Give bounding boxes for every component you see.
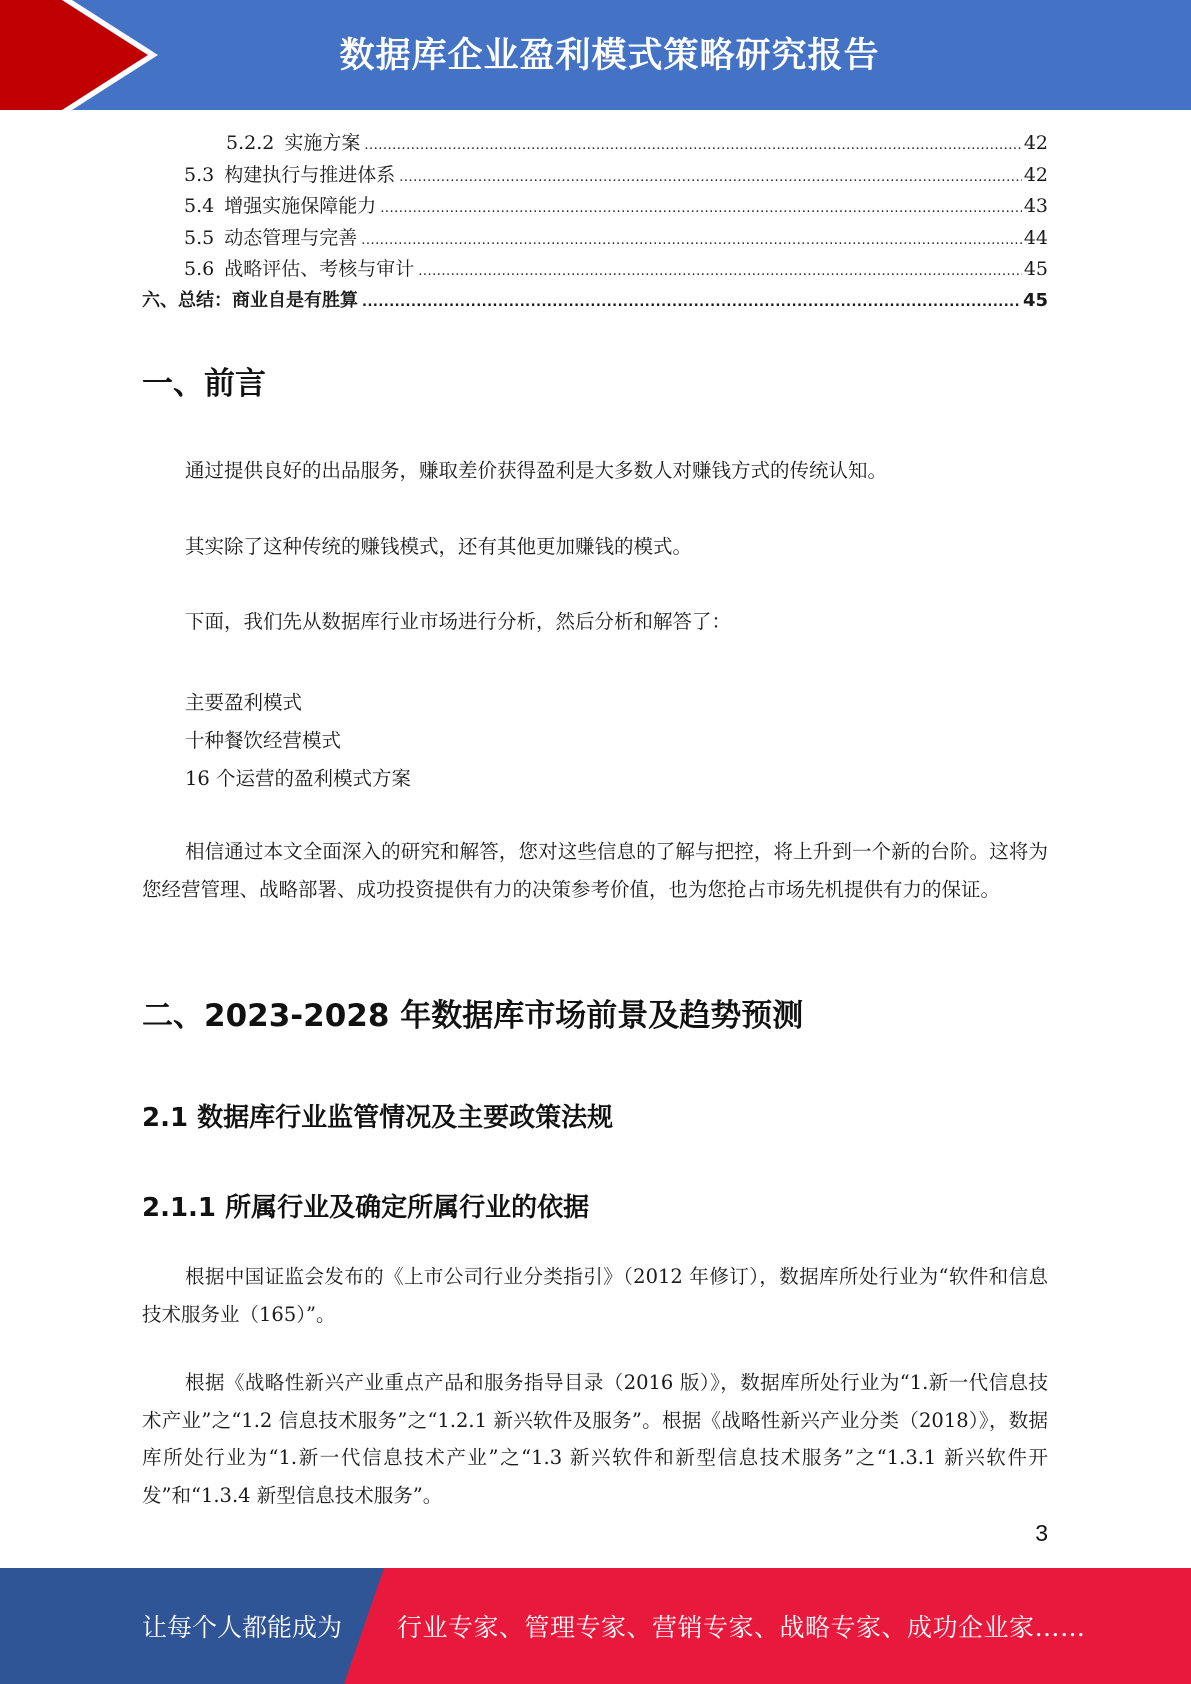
toc-page: 43	[1023, 195, 1048, 217]
toc-page: 45	[1023, 258, 1048, 280]
toc-label: 增强实施保障能力	[224, 195, 377, 217]
toc-label: 实施方案	[284, 132, 361, 154]
toc-label: 构建执行与推进体系	[224, 163, 396, 186]
toc-leader-dots	[380, 201, 1022, 216]
paragraph: 其实除了这种传统的赚钱模式，还有其他更加赚钱的模式。	[185, 535, 693, 558]
subsection-heading: 2.1.1 所属行业及确定所属行业的依据	[142, 1193, 590, 1223]
toc-number: 5.3	[184, 163, 215, 186]
toc-number: 5.5	[184, 226, 215, 249]
toc-page: 44	[1023, 226, 1048, 249]
toc-leader-dots	[361, 233, 1022, 248]
toc-entry[interactable]	[142, 286, 1048, 318]
report-title: 数据库企业盈利模式策略研究报告	[339, 36, 880, 76]
list-item: 16 个运营的盈利模式方案	[185, 767, 412, 790]
table-of-contents	[142, 128, 1048, 317]
toc-label: 六、总结：商业自是有胜算	[142, 289, 358, 311]
toc-entry[interactable]	[142, 160, 1048, 192]
section-heading: 二、2023-2028 年数据库市场前景及趋势预测	[142, 998, 804, 1034]
paragraph: 通过提供良好的出品服务，赚取差价获得盈利是大多数人对赚钱方式的传统认知。	[185, 459, 888, 482]
paragraph: 根据《战略性新兴产业重点产品和服务指导目录（2016 版）》，数据库所处行业为“1.新一代信息技术产业”之“1.2 信息技术服务”之“1.2.1 新兴软件及服务”。根据《战略性新兴产业分类（2018）》，数据库所处行业为“1.新一代信息技术产业”之“1.3 新兴软件和新型信息技术服务”之“1.3.1 新兴软件开发”和“1.3.4 新型信息技术服务”。	[142, 1371, 1048, 1507]
toc-leader-dots	[362, 295, 1021, 310]
toc-number: 5.6	[184, 258, 215, 280]
paragraph: 下面，我们先从数据库行业市场进行分析，然后分析和解答了：	[185, 610, 732, 633]
page-number: 3	[1035, 1520, 1048, 1546]
toc-entry[interactable]	[142, 128, 1048, 160]
page-header-banner	[0, 0, 1191, 110]
list-item: 十种餐饮经营模式	[185, 729, 342, 752]
footer-slogan-left: 让每个人都能成为	[142, 1613, 343, 1642]
toc-entry[interactable]	[142, 191, 1048, 223]
toc-page: 45	[1022, 289, 1048, 311]
list-item: 主要盈利模式	[185, 691, 303, 714]
page-footer-banner	[0, 1568, 1191, 1684]
toc-page: 42	[1023, 132, 1048, 154]
toc-number: 5.4	[184, 195, 215, 217]
toc-leader-dots	[364, 138, 1021, 153]
toc-number: 5.2.2	[226, 132, 275, 154]
toc-label: 动态管理与完善	[224, 226, 358, 249]
toc-leader-dots	[399, 170, 1022, 185]
section-heading: 一、前言	[142, 366, 266, 402]
subsection-heading: 2.1 数据库行业监管情况及主要政策法规	[142, 1103, 614, 1133]
footer-slogan-right: 行业专家、管理专家、营销专家、战略专家、成功企业家……	[397, 1613, 1086, 1642]
toc-page: 42	[1023, 163, 1048, 186]
toc-label: 战略评估、考核与审计	[224, 258, 415, 280]
paragraph: 根据中国证监会发布的《上市公司行业分类指引》（2012 年修订），数据库所处行业为“软件和信息技术服务业（165）”。	[142, 1265, 1048, 1326]
toc-leader-dots	[418, 264, 1022, 279]
paragraph: 相信通过本文全面深入的研究和解答，您对这些信息的了解与把控，将上升到一个新的台阶。这将为您经营管理、战略部署、成功投资提供有力的决策参考价值，也为您抢占市场先机提供有力的保证。	[142, 840, 1048, 901]
toc-entry[interactable]	[142, 223, 1048, 255]
toc-entry[interactable]	[142, 254, 1048, 286]
